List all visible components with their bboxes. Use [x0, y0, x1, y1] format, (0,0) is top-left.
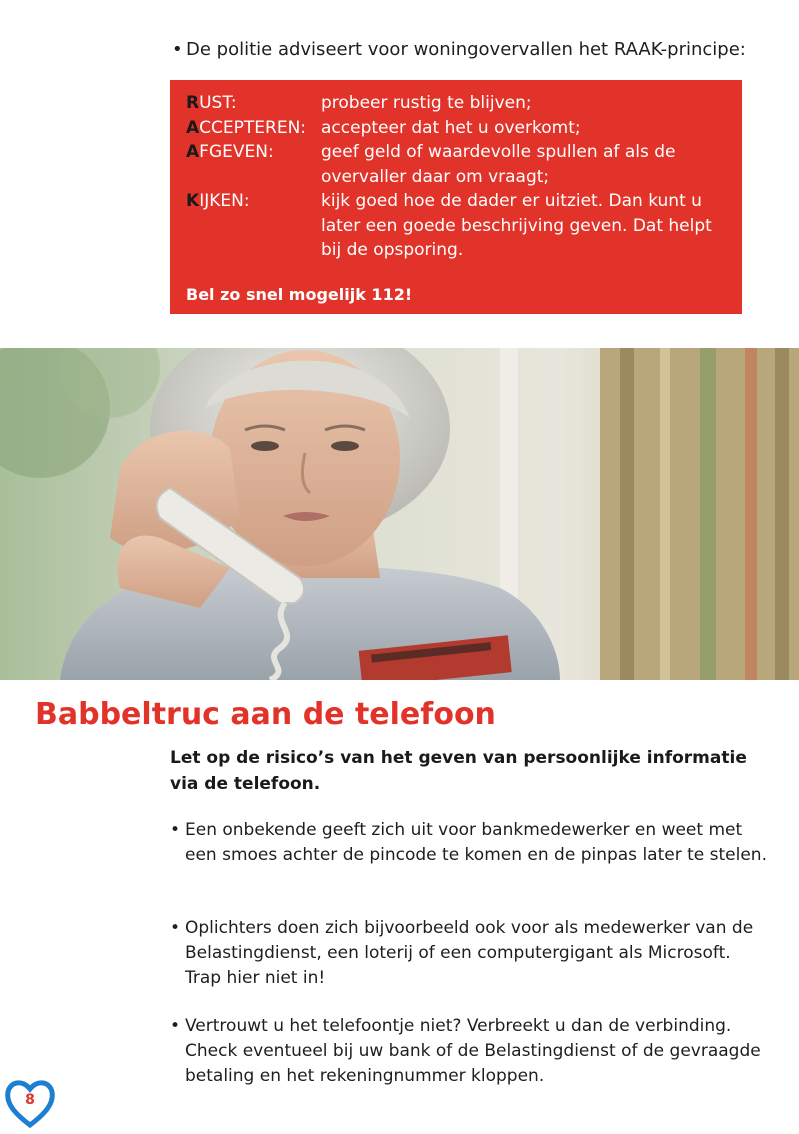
- raak-row-afgeven: [186, 140, 726, 189]
- raak-term-rest: IJKEN:: [199, 191, 250, 211]
- raak-term: [186, 140, 321, 189]
- raak-description: accepteer dat het u overkomt;: [321, 117, 581, 138]
- list-item: [170, 818, 770, 868]
- raak-term-rest: UST:: [199, 93, 237, 113]
- raak-term: [186, 116, 321, 141]
- raak-initial: A: [186, 117, 200, 138]
- raak-term-rest: FGEVEN:: [199, 142, 274, 162]
- raak-term-rest: CCEPTEREN:: [199, 117, 307, 138]
- raak-row-rust: [186, 91, 726, 116]
- raak-description: kijk goed hoe de dader er uitziet. Dan kunt u later een goede beschrijving geven. Dat helpt bij de opsporing.: [321, 191, 712, 260]
- raak-description: geef geld of waardevolle spullen af als de overvaller daar om vraagt;: [321, 142, 676, 187]
- intro-text: De politie adviseert voor woningovervallen het RAAK-principe:: [186, 39, 746, 60]
- raak-term: [186, 189, 321, 263]
- list-item-text: Vertrouwt u het telefoontje niet? Verbreekt u dan de verbinding. Check eventueel bij uw bank of de Belastingdienst of de gevraagde betaling en het rekeningnummer kloppen.: [185, 1016, 761, 1086]
- list-item-text: Een onbekende geeft zich uit voor bankmedewerker en weet met een smoes achter de pincode te komen en de pinpas later te stelen.: [185, 820, 767, 865]
- bullet-dot: •: [170, 918, 181, 938]
- raak-description: probeer rustig te blijven;: [321, 93, 532, 113]
- list-item: [170, 1014, 770, 1089]
- bullet-dot: •: [170, 820, 181, 840]
- section-title: Babbeltruc aan de telefoon: [35, 697, 496, 732]
- list-item-text: Oplichters doen zich bijvoorbeeld ook voor als medewerker van de Belastingdienst, een loterij of een computergigant als Microsoft. Trap hier niet in!: [185, 918, 754, 988]
- raak-box: [170, 80, 742, 314]
- raak-initial: K: [186, 191, 200, 211]
- photo-woman-on-phone: [0, 348, 799, 680]
- raak-initial: R: [186, 93, 200, 113]
- raak-row-kijken: [186, 189, 726, 263]
- raak-call-to-action: Bel zo snel mogelijk 112!: [186, 285, 413, 304]
- bullet-dot: •: [170, 1016, 181, 1036]
- photo-illustration: [0, 348, 799, 680]
- raak-initial: A: [186, 142, 200, 162]
- list-item: [170, 916, 770, 991]
- raak-term: [186, 91, 321, 116]
- bullet-dot: •: [172, 39, 183, 60]
- section-lead: Let op de risico’s van het geven van persoonlijke informatie via de telefoon.: [170, 748, 747, 794]
- raak-row-accepteren: [186, 116, 726, 141]
- intro-bullet: [172, 38, 746, 62]
- page-number: 8: [25, 1092, 35, 1108]
